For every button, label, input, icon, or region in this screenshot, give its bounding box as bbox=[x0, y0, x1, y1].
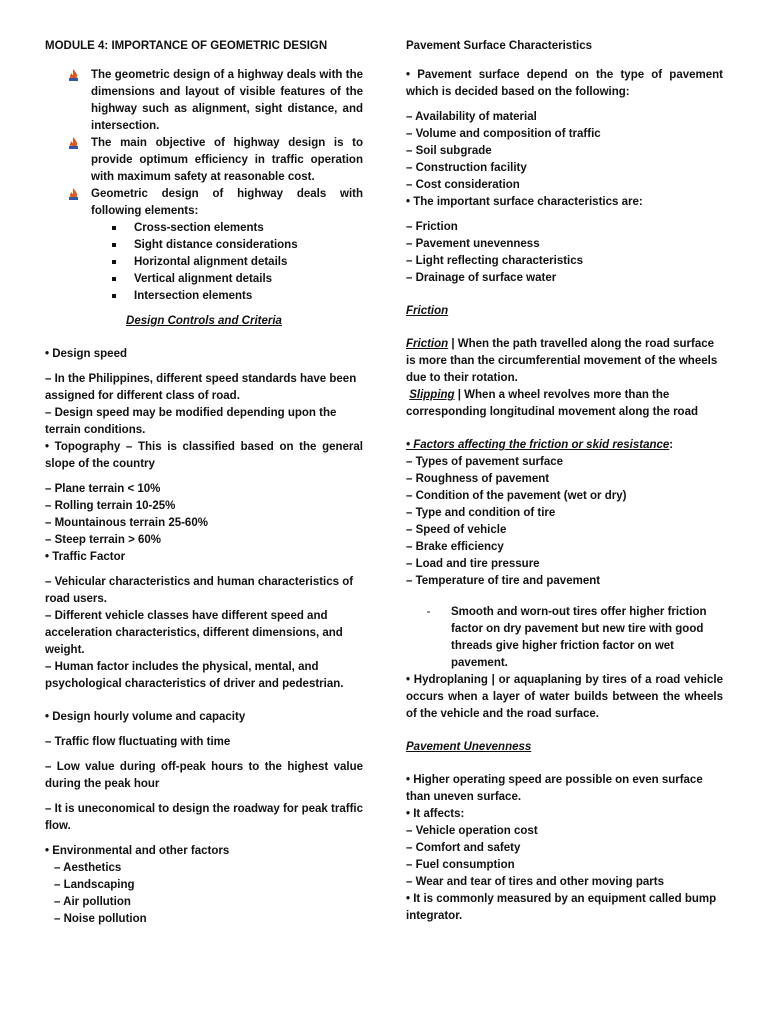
topography-text: – This is classified based on the general slope of the country bbox=[45, 441, 363, 470]
factor-item: – Construction facility bbox=[406, 162, 527, 174]
design-speed-line: – In the Philippines, different speed standards have been assigned for different class of road. bbox=[45, 373, 357, 402]
design-speed-line: – Design speed may be modified depending upon the terrain conditions. bbox=[45, 407, 337, 436]
intro-item-text: The main objective of highway design is to provide optimum efficiency in traffic operation with maximum safety at reasonable cost. bbox=[91, 137, 363, 183]
skid-heading-line bbox=[406, 437, 723, 454]
unevenness-intro: • Higher operating speed are possible on even surface than uneven surface. bbox=[406, 774, 703, 803]
characteristic-item: – Light reflecting characteristics bbox=[406, 255, 584, 267]
hourly-volume-heading: • Design hourly volume and capacity bbox=[45, 711, 246, 723]
module-title: MODULE 4: IMPORTANCE OF GEOMETRIC DESIGN bbox=[45, 40, 328, 52]
list-item: Intersection elements bbox=[45, 288, 363, 305]
pavement-surface-heading: Pavement Surface Characteristics bbox=[406, 40, 593, 52]
slipping-text: | When a wheel revolves more than the corresponding longitudinal movement along the road bbox=[406, 389, 698, 418]
skid-factor: – Type and condition of tire bbox=[406, 507, 556, 519]
skid-factor: – Speed of vehicle bbox=[406, 524, 507, 536]
environmental-item: – Landscaping bbox=[54, 879, 135, 891]
terrain-item: – Steep terrain > 60% bbox=[45, 534, 162, 546]
slipping-definition bbox=[406, 387, 723, 421]
factor-item: – Cost consideration bbox=[406, 179, 520, 191]
factor-item: – Soil subgrade bbox=[406, 145, 492, 157]
skid-factor: – Load and tire pressure bbox=[406, 558, 540, 570]
skid-colon: : bbox=[669, 439, 674, 451]
characteristic-item: – Friction bbox=[406, 221, 458, 233]
hourly-volume-line: – It is uneconomical to design the roadway for peak traffic flow. bbox=[45, 803, 363, 832]
flame-bullet-icon bbox=[68, 137, 79, 149]
hourly-volume-line: – Low value during off-peak hours to the highest value during the peak hour bbox=[45, 761, 363, 790]
left-column bbox=[45, 38, 363, 928]
traffic-factor-heading: • Traffic Factor bbox=[45, 551, 126, 563]
environmental-item: – Air pollution bbox=[54, 896, 131, 908]
environmental-item: – Aesthetics bbox=[54, 862, 122, 874]
geometric-elements-list bbox=[45, 220, 363, 305]
list-item: Horizontal alignment details bbox=[45, 254, 363, 271]
characteristic-item: – Pavement unevenness bbox=[406, 238, 540, 250]
traffic-factor-line: – Vehicular characteristics and human characteristics of road users. bbox=[45, 576, 354, 605]
skid-factor: – Brake efficiency bbox=[406, 541, 504, 553]
pavement-intro: • Pavement surface depend on the type of pavement which is decided based on the following: bbox=[406, 69, 723, 98]
factor-item: – Volume and composition of traffic bbox=[406, 128, 601, 140]
skid-heading: • Factors affecting the friction or skid resistance bbox=[406, 439, 670, 451]
friction-text: | When the path travelled along the road surface is more than the circumferential movement of the wheels due to their rotation. bbox=[406, 338, 718, 384]
slipping-term: Slipping bbox=[409, 389, 455, 401]
list-item: Sight distance considerations bbox=[45, 237, 363, 254]
design-controls-heading: Design Controls and Criteria bbox=[126, 315, 282, 327]
right-column bbox=[406, 38, 723, 925]
characteristic-item: – Drainage of surface water bbox=[406, 272, 557, 284]
tire-note-marker: - bbox=[426, 606, 431, 618]
unevenness-heading: Pavement Unevenness bbox=[406, 741, 532, 753]
topography-label: • Topography bbox=[45, 441, 121, 453]
friction-definition bbox=[406, 336, 723, 387]
friction-heading: Friction bbox=[406, 305, 449, 317]
traffic-factor-line: – Human factor includes the physical, mental, and psychological characteristics of driver and pedestrian. bbox=[45, 661, 344, 690]
hourly-volume-line: – Traffic flow fluctuating with time bbox=[45, 736, 231, 748]
affects-item: – Vehicle operation cost bbox=[406, 825, 538, 837]
traffic-factor-line: – Different vehicle classes have different speed and acceleration characteristics, different dimensions, and weight. bbox=[45, 610, 343, 656]
flame-bullet-icon bbox=[68, 188, 79, 200]
terrain-item: – Mountainous terrain 25-60% bbox=[45, 517, 208, 529]
intro-item-text: The geometric design of a highway deals with the dimensions and layout of visible features of the highway such as alignment, sight distance, and intersection. bbox=[91, 69, 363, 132]
intro-item bbox=[45, 67, 363, 135]
important-heading: • The important surface characteristics are: bbox=[406, 196, 643, 208]
skid-factor: – Roughness of pavement bbox=[406, 473, 550, 485]
affects-item: – Fuel consumption bbox=[406, 859, 515, 871]
skid-factor: – Temperature of tire and pavement bbox=[406, 575, 601, 587]
friction-term: Friction bbox=[406, 338, 449, 350]
affects-heading: • It affects: bbox=[406, 808, 465, 820]
measured-paragraph: • It is commonly measured by an equipment called bump integrator. bbox=[406, 893, 717, 922]
affects-item: – Comfort and safety bbox=[406, 842, 521, 854]
environmental-heading: • Environmental and other factors bbox=[45, 845, 230, 857]
list-item: Vertical alignment details bbox=[45, 271, 363, 288]
hydroplaning-paragraph: • Hydroplaning | or aquaplaning by tires of a road vehicle occurs when a layer of water builds between the wheels of the vehicle and the road surface. bbox=[406, 674, 723, 720]
tire-note-text: Smooth and worn-out tires offer higher friction factor on dry pavement but new tire with good threads give higher friction factor on wet pavement. bbox=[451, 606, 707, 669]
intro-item-text: Geometric design of highway deals with following elements: bbox=[91, 188, 363, 217]
skid-factor: – Condition of the pavement (wet or dry) bbox=[406, 490, 627, 502]
tire-note bbox=[406, 604, 723, 672]
intro-item bbox=[45, 135, 363, 186]
flame-bullet-icon bbox=[68, 69, 79, 81]
design-speed-heading: • Design speed bbox=[45, 348, 127, 360]
affects-item: – Wear and tear of tires and other moving parts bbox=[406, 876, 664, 888]
intro-item bbox=[45, 186, 363, 220]
terrain-item: – Rolling terrain 10-25% bbox=[45, 500, 176, 512]
skid-factor: – Types of pavement surface bbox=[406, 456, 564, 468]
factor-item: – Availability of material bbox=[406, 111, 537, 123]
list-item: Cross-section elements bbox=[45, 220, 363, 237]
topography-paragraph bbox=[45, 439, 363, 473]
environmental-item: – Noise pollution bbox=[54, 913, 147, 925]
terrain-item: – Plane terrain < 10% bbox=[45, 483, 161, 495]
